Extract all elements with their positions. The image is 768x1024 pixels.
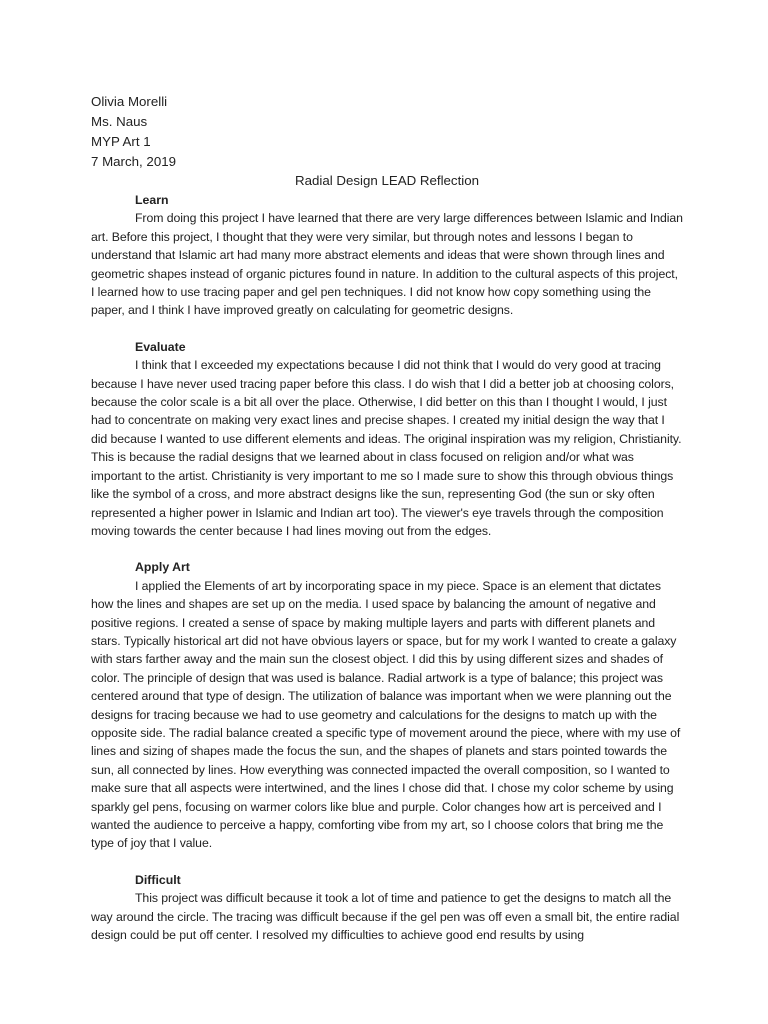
document-page: [91, 92, 683, 962]
section-body-apply-art: I applied the Elements of art by incorporating space in my piece. Space is an element that dictates how the lines and shapes are set up on the media. I used space by balancing the amount of negative and positive regions. I created a sense of space by making multiple layers and parts with different planets and stars. Typically historical art did not have obvious layers or space, but for my work I wanted to create a galaxy with stars farther away and the main sun the closest object. I did this by using different sizes and shades of color. The principle of design that was used is balance. Radial artwork is a type of balance; this project was centered around that type of design. The utilization of balance was important when we were planning out the designs for tracing because we had to use geometry and calculations for the designs to match up with the opposite side. The radial balance created a specific type of movement around the piece, where with my use of lines and sizing of shapes made the focus the sun, and the shapes of planets and stars pointed towards the sun, all connected by lines. How everything was connected impacted the overall composition, so I wanted to make sure that all aspects were intertwined, and the lines I chose did that. I chose my color scheme by using sparkly gel pens, focusing on warmer colors like blue and purple. Color changes how art is perceived and I wanted the audience to perceive a happy, comforting vibe from my art, so I choose colors that bring me the type of joy that I value.: [91, 578, 681, 851]
section-heading-learn: Learn: [135, 193, 169, 207]
section-evaluate: [91, 338, 683, 540]
section-body-difficult: This project was difficult because it took a lot of time and patience to get the designs to match all the way around the circle. The tracing was difficult because if the gel pen was off even a small bit, the entire radial design could be put off center. I resolved my difficulties to achieve good end results by using: [91, 891, 680, 943]
section-heading-apply-art: Apply Art: [135, 560, 190, 575]
student-name: Olivia Morelli: [91, 94, 168, 109]
section-apply-art: [91, 558, 683, 853]
teacher-name: Ms. Naus: [91, 114, 148, 129]
section-body-evaluate: I think that I exceeded my expectations because I did not think that I would do very good at tracing because I have never used tracing paper before this class. I do wish that I did a better job at choosing colors, because the color scale is a bit all over the place. Otherwise, I did better on this than I thought I would, I just had to concentrate on making very exact lines and precise shapes. I created my initial design the way that I did because I wanted to use different elements and ideas. The original inspiration was my religion, Christianity. This is because the radial designs that we learned about in class focused on religion and/or what was important to the artist. Christianity is very important to me so I made sure to show this through obvious things like the symbol of a cross, and more abstract designs like the sun, representing God (the sun or sky often represented a higher power in Islamic and Indian art too). The viewer's eye travels through the composition moving towards the center because I had lines moving out from the edges.: [91, 358, 682, 538]
section-difficult: [91, 871, 683, 945]
document-title: Radial Design LEAD Reflection: [294, 173, 480, 188]
course-name: MYP Art 1: [91, 134, 151, 149]
section-learn: [91, 191, 683, 320]
document-date: 7 March, 2019: [91, 154, 177, 169]
section-body-learn: From doing this project I have learned that there are very large differences between Islamic and Indian art. Before this project, I thought that they were very similar, but through notes and lessons I began to understand that Islamic art had many more abstract elements and ideas that were shown through lines and geometric shapes instead of organic pictures found in nature. In addition to the cultural aspects of this project, I learned how to use tracing paper and gel pen techniques. I did not know how copy something using the paper, and I think I have improved greatly on calculating for geometric designs.: [91, 211, 683, 318]
section-heading-evaluate: Evaluate: [135, 339, 186, 354]
section-heading-difficult: Difficult: [135, 872, 181, 887]
